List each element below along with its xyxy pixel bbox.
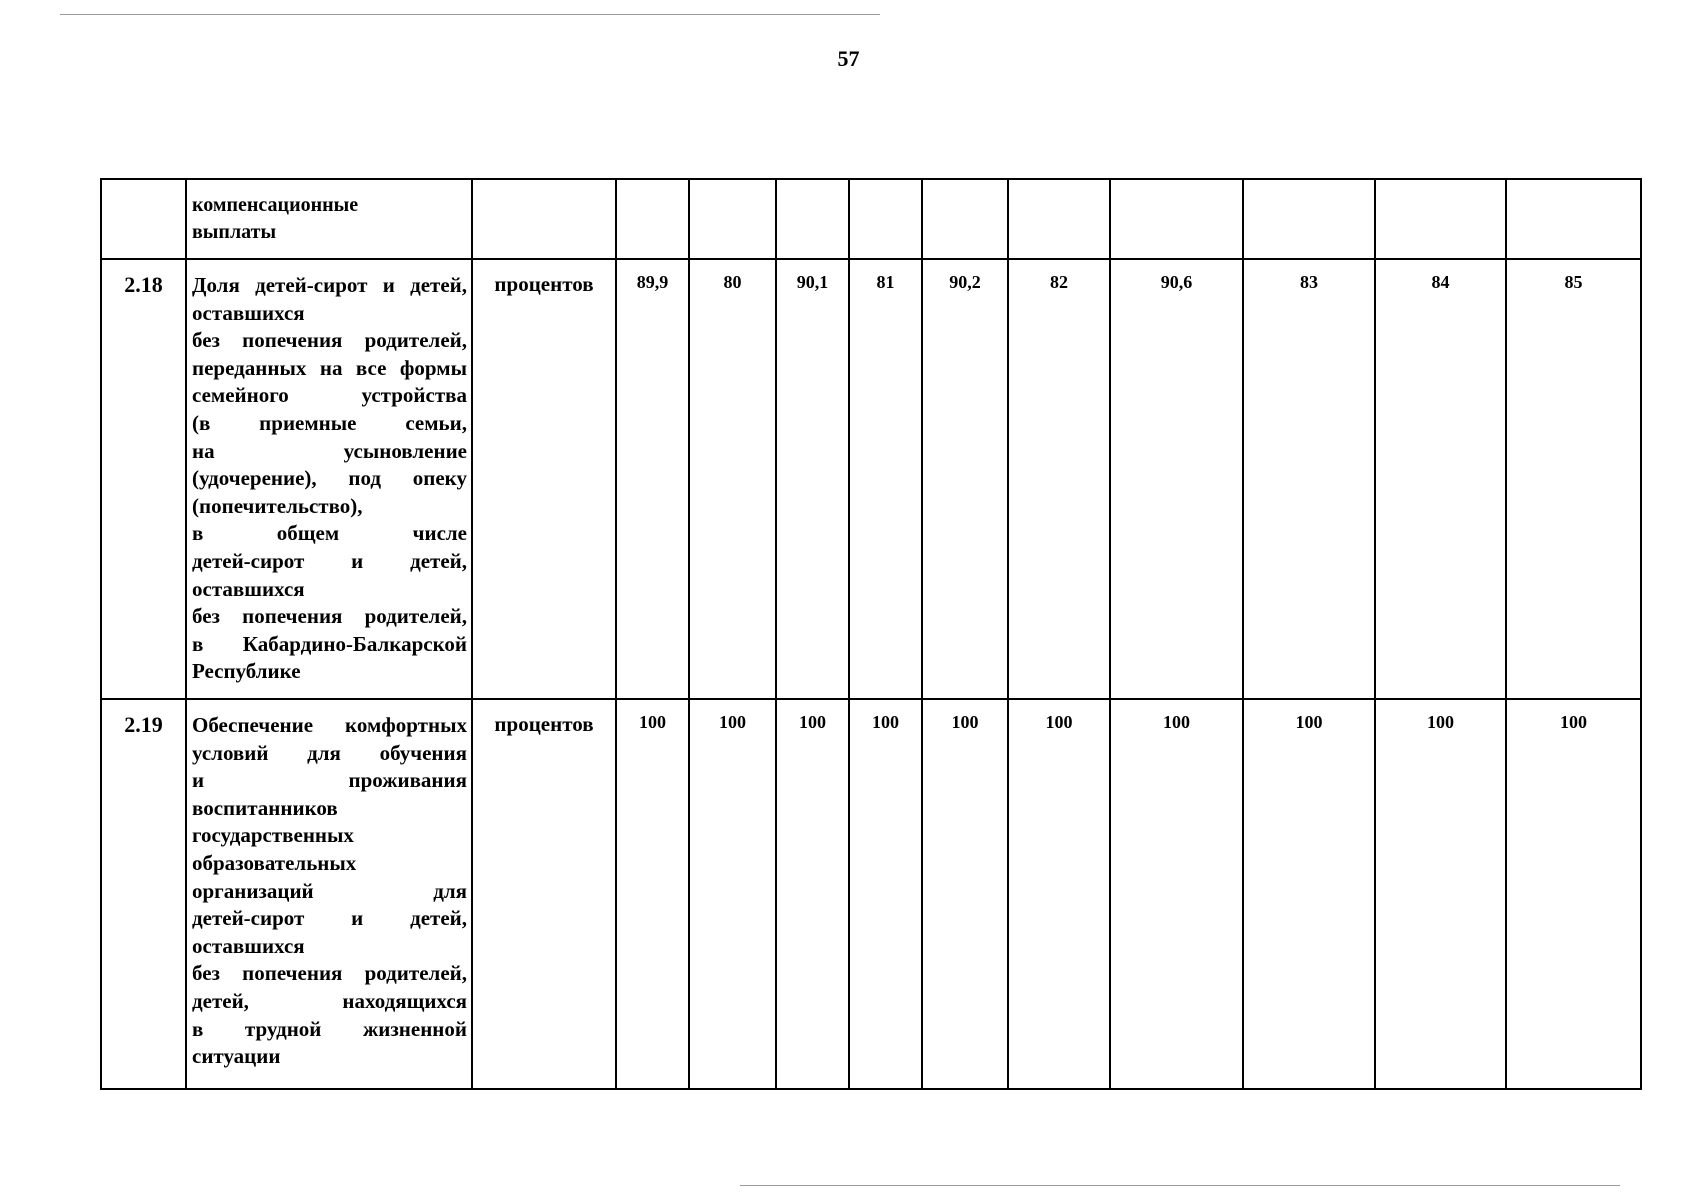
value-cell: 84 [1375,259,1506,699]
value-cell: 90,1 [776,259,849,699]
value-cell: 90,2 [922,259,1008,699]
description-line: компенсационные [192,194,359,216]
description-line: в общем числе [192,521,467,546]
description-line: детей, находящихся [192,988,467,1013]
description-line: в трудной жизненной [192,1016,467,1041]
description-line: без попечения родителей, [192,328,467,353]
indicator-table [100,178,1642,1090]
description-line: Обеспечение комфортных [192,713,467,737]
description-line: без попечения родителей, [192,604,467,629]
description-line: ситуации [192,1044,281,1069]
unit-cell: процентов [472,259,616,699]
value-cell: 100 [1375,699,1506,1089]
value-cell: 100 [922,699,1008,1089]
description-line: государственных [192,823,354,848]
value-cell [1375,179,1506,259]
description-line: на усыновление [192,438,467,463]
value-cell: 83 [1243,259,1375,699]
table-row-continuation [101,179,1641,259]
row-number-cell [101,179,186,259]
indicator-description-cell [186,259,472,699]
table-row-2-19 [101,699,1641,1089]
description-line: (удочерение), под опеку [192,466,467,491]
value-cell: 100 [849,699,922,1089]
description-line: переданных на все формы [192,355,467,380]
description-line: выплаты [192,221,277,243]
unit-cell: процентов [472,699,616,1089]
value-cell: 100 [616,699,689,1089]
description-line: Республике [192,659,301,684]
value-cell [1008,179,1110,259]
description-line: (в приемные семьи, [192,410,467,435]
value-cell: 82 [1008,259,1110,699]
value-cell: 100 [1110,699,1243,1089]
indicator-description-cell [186,699,472,1089]
description-line: семейного устройства [192,383,467,408]
description-line: в Кабардино-Балкарской [192,631,467,656]
description-line: и проживания [192,768,467,793]
description-line: оставшихся [192,933,305,958]
row-number-cell: 2.19 [101,699,186,1089]
value-cell: 100 [1008,699,1110,1089]
unit-cell [472,179,616,259]
description-line: Доля детей-сирот и детей, [192,273,467,297]
table-row-2-18 [101,259,1641,699]
description-line: (попечительство), [192,493,363,518]
description-line: детей-сирот и детей, [192,906,467,931]
row-number-cell: 2.18 [101,259,186,699]
scan-artifact-top [60,14,880,15]
value-cell: 85 [1506,259,1641,699]
value-cell [776,179,849,259]
value-cell: 100 [776,699,849,1089]
description-line: организаций для [192,878,467,903]
value-cell: 100 [689,699,776,1089]
indicator-description-cell [186,179,472,259]
value-cell: 80 [689,259,776,699]
description-line: оставшихся [192,576,305,601]
value-cell [1110,179,1243,259]
value-cell [1506,179,1641,259]
value-cell [849,179,922,259]
value-cell [689,179,776,259]
description-line: оставшихся [192,300,305,325]
value-cell: 100 [1506,699,1641,1089]
value-cell: 81 [849,259,922,699]
description-line: образовательных [192,850,357,875]
description-line: детей-сирот и детей, [192,548,467,573]
description-line: условий для обучения [192,740,467,765]
scan-artifact-bottom [740,1185,1620,1186]
value-cell: 89,9 [616,259,689,699]
value-cell: 90,6 [1110,259,1243,699]
value-cell: 100 [1243,699,1375,1089]
value-cell [1243,179,1375,259]
value-cell [616,179,689,259]
page-number: 57 [837,46,860,71]
description-line: воспитанников [192,795,338,820]
value-cell [922,179,1008,259]
description-line: без попечения родителей, [192,961,467,986]
